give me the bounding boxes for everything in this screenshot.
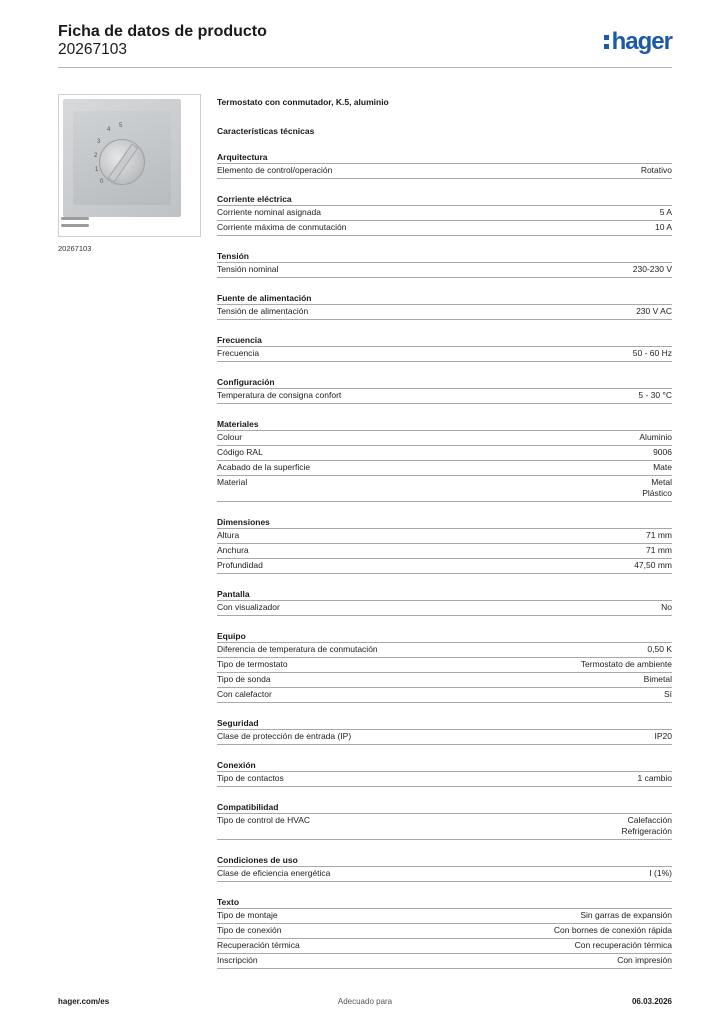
spec-row-label: Recuperación térmica <box>217 940 300 950</box>
spec-row <box>217 814 672 840</box>
spec-group-title: Arquitectura <box>217 151 672 164</box>
screw-icon <box>61 224 89 227</box>
section-heading: Características técnicas <box>217 126 315 136</box>
spec-row-value: I (1%) <box>649 868 672 878</box>
spec-row-value: Calefacción Refrigeración <box>621 815 672 836</box>
spec-row <box>217 730 672 745</box>
image-caption: 20267103 <box>58 244 92 253</box>
spec-row-value: 230 V AC <box>636 306 672 316</box>
spec-row-label: Profundidad <box>217 560 263 570</box>
spec-row-label: Inscripción <box>217 955 258 965</box>
spec-row-value: No <box>661 602 672 612</box>
product-image <box>58 94 201 237</box>
spec-group-title: Compatibilidad <box>217 801 672 814</box>
spec-row-value: 71 mm <box>646 545 672 555</box>
spec-row <box>217 221 672 236</box>
spec-group-title: Fuente de alimentación <box>217 292 672 305</box>
spec-row-value: 9006 <box>653 447 672 457</box>
spec-row-label: Con visualizador <box>217 602 280 612</box>
screws <box>61 217 91 231</box>
document-title: Ficha de datos de producto <box>58 23 267 40</box>
spec-row-label: Tensión nominal <box>217 264 279 274</box>
spec-row <box>217 305 672 320</box>
spec-row-value: Mate <box>653 462 672 472</box>
spec-row <box>217 206 672 221</box>
spec-row-value: Con recuperación térmica <box>574 940 672 950</box>
spec-group-title: Pantalla <box>217 588 672 601</box>
spec-row-value: 47,50 mm <box>634 560 672 570</box>
spec-row-label: Código RAL <box>217 447 263 457</box>
spec-row-value: 5 A <box>659 207 672 217</box>
page-header <box>58 22 672 68</box>
spec-row <box>217 772 672 787</box>
spec-group-title: Conexión <box>217 759 672 772</box>
spec-group-title: Frecuencia <box>217 334 672 347</box>
spec-row-label: Corriente nominal asignada <box>217 207 321 217</box>
spec-row-label: Anchura <box>217 545 249 555</box>
document-number: 20267103 <box>58 41 127 58</box>
spec-row-label: Corriente máxima de conmutación <box>217 222 347 232</box>
spec-row <box>217 673 672 688</box>
spec-row-label: Tipo de conexión <box>217 925 282 935</box>
spec-group <box>217 630 672 703</box>
spec-row-label: Altura <box>217 530 240 540</box>
spec-row-value: Bimetal <box>643 674 672 684</box>
spec-row-value: Rotativo <box>640 165 672 175</box>
thermostat-knob <box>99 139 145 185</box>
dial-mark: 1 <box>95 167 99 173</box>
hager-logo <box>604 28 672 56</box>
spec-group <box>217 418 672 502</box>
spec-row <box>217 643 672 658</box>
spec-group <box>217 801 672 840</box>
spec-row-label: Diferencia de temperatura de conmutación <box>217 644 378 654</box>
spec-groups <box>217 151 672 969</box>
spec-row <box>217 924 672 939</box>
spec-row-label: Temperatura de consigna confort <box>217 390 342 400</box>
spec-group-title: Seguridad <box>217 717 672 730</box>
spec-row <box>217 954 672 969</box>
spec-row <box>217 601 672 616</box>
spec-group-title: Tensión <box>217 250 672 263</box>
spec-group <box>217 854 672 882</box>
spec-group <box>217 717 672 745</box>
spec-row-value: 5 - 30 °C <box>638 390 672 400</box>
spec-row-value: Aluminio <box>639 432 672 442</box>
spec-group-title: Configuración <box>217 376 672 389</box>
footer-website[interactable]: hager.com/es <box>58 997 110 1006</box>
spec-group <box>217 516 672 574</box>
spec-row-label: Tipo de control de HVAC <box>217 815 311 825</box>
spec-row-label: Con calefactor <box>217 689 272 699</box>
spec-row <box>217 559 672 574</box>
spec-group <box>217 896 672 969</box>
spec-row-value: IP20 <box>654 731 672 741</box>
spec-group-title: Corriente eléctrica <box>217 193 672 206</box>
dial-mark: 4 <box>107 127 111 133</box>
spec-row-label: Frecuencia <box>217 348 260 358</box>
spec-row-label: Acabado de la superficie <box>217 462 311 472</box>
spec-group <box>217 759 672 787</box>
spec-row-label: Tipo de contactos <box>217 773 284 783</box>
spec-group-title: Materiales <box>217 418 672 431</box>
spec-row-value: Con impresión <box>617 955 672 965</box>
spec-group <box>217 193 672 236</box>
spec-group <box>217 151 672 179</box>
screw-icon <box>61 217 89 220</box>
spec-row <box>217 529 672 544</box>
logo-dots-icon <box>604 34 610 50</box>
spec-row <box>217 431 672 446</box>
spec-row-value: Con bornes de conexión rápida <box>553 925 672 935</box>
spec-row <box>217 939 672 954</box>
spec-row <box>217 461 672 476</box>
spec-row <box>217 688 672 703</box>
spec-row-value: 0,50 K <box>647 644 672 654</box>
spec-row-value: 1 cambio <box>637 773 672 783</box>
spec-row-label: Clase de eficiencia energética <box>217 868 331 878</box>
spec-group-title: Condiciones de uso <box>217 854 672 867</box>
thermostat-plate <box>63 99 181 217</box>
spec-row-label: Colour <box>217 432 243 442</box>
spec-row-value: 10 A <box>654 222 672 232</box>
spec-row-value: Metal Plástico <box>642 477 672 498</box>
spec-row-label: Tensión de alimentación <box>217 306 309 316</box>
spec-row-label: Tipo de termostato <box>217 659 288 669</box>
header-divider <box>58 67 672 68</box>
spec-row <box>217 164 672 179</box>
footer-center-text: Adecuado para <box>337 997 393 1006</box>
dial-mark: 3 <box>97 139 101 145</box>
spec-row-label: Elemento de control/operación <box>217 165 333 175</box>
product-name: Termostato con conmutador, K.5, aluminio <box>217 97 389 107</box>
spec-row <box>217 389 672 404</box>
spec-row-value: 71 mm <box>646 530 672 540</box>
footer-date: 06.03.2026 <box>631 997 672 1006</box>
logo-text: hager <box>611 28 672 55</box>
spec-row-value: Termostato de ambiente <box>580 659 672 669</box>
spec-row-label: Clase de protección de entrada (IP) <box>217 731 352 741</box>
spec-row-value: Sin garras de expansión <box>580 910 672 920</box>
dial-mark: 5 <box>119 123 123 129</box>
spec-group-title: Equipo <box>217 630 672 643</box>
spec-row-value: 230-230 V <box>632 264 672 274</box>
spec-row <box>217 347 672 362</box>
spec-group <box>217 334 672 362</box>
spec-group-title: Dimensiones <box>217 516 672 529</box>
dial-mark: 0 <box>100 179 104 185</box>
spec-row-value: Sí <box>663 689 672 699</box>
spec-group <box>217 292 672 320</box>
dial-mark: 2 <box>94 153 98 159</box>
spec-row-label: Material <box>217 477 248 487</box>
spec-row-value: 50 - 60 Hz <box>632 348 672 358</box>
spec-row <box>217 867 672 882</box>
spec-row-label: Tipo de montaje <box>217 910 278 920</box>
spec-group <box>217 376 672 404</box>
spec-row <box>217 658 672 673</box>
spec-row <box>217 263 672 278</box>
spec-row-label: Tipo de sonda <box>217 674 271 684</box>
spec-row <box>217 544 672 559</box>
spec-table <box>217 96 672 969</box>
spec-row <box>217 446 672 461</box>
spec-row <box>217 909 672 924</box>
spec-group <box>217 250 672 278</box>
spec-group-title: Texto <box>217 896 672 909</box>
spec-row <box>217 476 672 502</box>
spec-group <box>217 588 672 616</box>
